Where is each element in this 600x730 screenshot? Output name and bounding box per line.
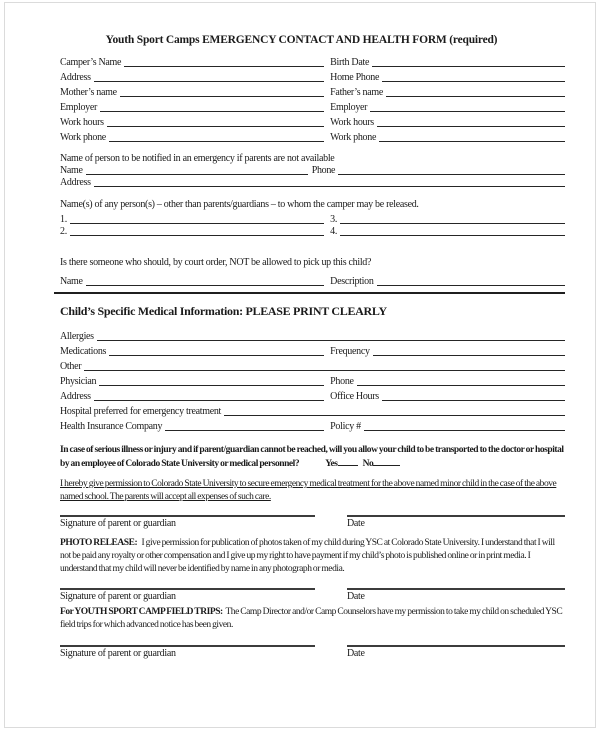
medical-row (60, 357, 565, 372)
father-work-hours-label: Work hours (330, 117, 374, 128)
release-person-4-line[interactable] (340, 235, 565, 236)
release-person-4-label: 4. (330, 226, 338, 237)
home-phone-label: Home Phone (330, 72, 380, 83)
release-person-2-line[interactable] (70, 235, 324, 236)
signature-block-medical (60, 515, 565, 529)
release-person-2-label: 2. (60, 226, 67, 237)
mother-employer-label: Employer (60, 102, 98, 113)
medical-section (60, 327, 565, 432)
medications-line[interactable] (109, 355, 324, 356)
court-order-question: Is there someone who should, by court order, NOT be allowed to pick up this child? (60, 257, 372, 268)
hospital-line[interactable] (224, 415, 565, 416)
court-order-name-label: Name (60, 276, 83, 287)
medical-row (60, 342, 565, 357)
mothers-name-label: Mother’s name (60, 87, 117, 98)
signature-label: Signature of parent or guardian (60, 591, 176, 602)
frequency-label: Frequency (330, 346, 370, 357)
medical-row (60, 402, 565, 417)
father-employer-label: Employer (330, 102, 368, 113)
hospital-label: Hospital preferred for emergency treatment (60, 406, 222, 417)
camper-info-row (60, 98, 565, 113)
court-order-description-line[interactable] (377, 285, 565, 286)
mother-work-hours-line[interactable] (107, 126, 324, 127)
office-hours-label: Office Hours (330, 391, 379, 402)
no-label: No (362, 459, 374, 469)
date-label: Date (347, 591, 365, 602)
address-label: Address (60, 72, 91, 83)
form-title: Youth Sport Camps EMERGENCY CONTACT AND HEALTH FORM (required) (105, 34, 498, 46)
camper-info-section (60, 53, 565, 143)
emergency-phone-label: Phone (311, 165, 336, 176)
field-trips-paragraph (60, 606, 565, 632)
emergency-contact-section (60, 153, 565, 188)
release-persons-heading: Name(s) of any person(s) – other than parents/guardians – to whom the camper may be released. (60, 199, 419, 210)
date-label: Date (347, 648, 365, 659)
date-label: Date (347, 518, 365, 529)
physician-address-label: Address (60, 391, 91, 402)
emergency-address-row (60, 176, 565, 188)
medical-row (60, 387, 565, 402)
physician-phone-label: Phone (330, 376, 354, 387)
mother-work-phone-line[interactable] (109, 141, 324, 142)
fathers-name-label: Father’s name (330, 87, 384, 98)
medical-row (60, 372, 565, 387)
physician-address-line[interactable] (94, 400, 324, 401)
allergies-line[interactable] (97, 340, 565, 341)
photo-release-paragraph (60, 537, 565, 576)
section-divider (54, 292, 565, 294)
office-hours-line[interactable] (382, 400, 565, 401)
mother-work-phone-label: Work phone (60, 132, 106, 143)
father-work-phone-label: Work phone (330, 132, 377, 143)
release-persons-section (60, 199, 565, 237)
frequency-line[interactable] (373, 355, 565, 356)
emergency-phone-line[interactable] (338, 174, 565, 175)
field-trips-text: The Camp Director and/or Camp Counselors have my permission to take my child on scheduled YSC field trips for which advanced notice has been given. (60, 607, 563, 630)
document-page (60, 0, 565, 659)
camper-info-row (60, 113, 565, 128)
campers-name-line[interactable] (124, 66, 324, 67)
yes-blank-line[interactable] (338, 457, 358, 466)
father-employer-line[interactable] (370, 111, 565, 112)
transport-consent-paragraph (60, 444, 565, 471)
release-person-3-label: 3. (330, 214, 338, 225)
other-label: Other (60, 361, 82, 372)
father-work-phone-line[interactable] (379, 141, 565, 142)
physician-label: Physician (60, 376, 97, 387)
camper-info-row (60, 53, 565, 68)
release-person-1-line[interactable] (70, 223, 324, 224)
emergency-address-label: Address (60, 177, 91, 188)
court-order-row (60, 275, 565, 287)
emergency-name-label: Name (60, 165, 83, 176)
medical-row (60, 327, 565, 342)
insurance-label: Health Insurance Company (60, 421, 163, 432)
medical-section-heading: Child’s Specific Medical Information: PLEASE PRINT CLEARLY (60, 304, 387, 318)
policy-number-line[interactable] (364, 430, 565, 431)
mothers-name-line[interactable] (120, 96, 324, 97)
emergency-address-line[interactable] (94, 186, 565, 187)
release-person-3-line[interactable] (340, 223, 565, 224)
signature-block-field-trips (60, 645, 565, 659)
court-order-description-label: Description (330, 276, 374, 287)
medications-label: Medications (60, 346, 107, 357)
signature-label: Signature of parent or guardian (60, 518, 176, 529)
release-person-row (60, 213, 565, 225)
field-trips-label: For YOUTH SPORT CAMP FIELD TRIPS: (60, 607, 223, 617)
yes-label: Yes (325, 459, 338, 469)
emergency-name-line[interactable] (86, 174, 308, 175)
transport-consent-text: In case of serious illness or injury and if parent/guardian cannot be reached, will you allow your child to be transported to the doctor or hospital by an employee of Colorado State University or medical personnel? (60, 445, 564, 469)
photo-release-label: PHOTO RELEASE: (60, 538, 138, 548)
signature-label: Signature of parent or guardian (60, 648, 176, 659)
address-line[interactable] (94, 81, 324, 82)
emergency-name-row (60, 164, 565, 176)
policy-number-label: Policy # (330, 421, 361, 432)
birth-date-line[interactable] (372, 66, 565, 67)
camper-info-row (60, 68, 565, 83)
campers-name-label: Camper’s Name (60, 57, 122, 68)
home-phone-line[interactable] (382, 81, 565, 82)
medical-permission-paragraph: I hereby give permission to Colorado State University to secure emergency medical treatment for the above named minor child in the case of the above named school. The parents will accept all expenses of such care. (60, 479, 557, 502)
court-order-section (60, 257, 565, 287)
photo-release-text: I give permission for publication of photos taken of my child during YSC at Colorado State University. I understand that I will not be paid any royalty or other compensation and I give up my right to have payment if my child’s photo is published online or in print media. I understand that my child will never be identified by name in any photograph or media. (60, 538, 555, 574)
medical-row (60, 417, 565, 432)
physician-line[interactable] (99, 385, 324, 386)
camper-info-row (60, 83, 565, 98)
mother-work-hours-label: Work hours (60, 117, 104, 128)
fathers-name-line[interactable] (386, 96, 565, 97)
camper-info-row (60, 128, 565, 143)
father-work-hours-line[interactable] (377, 126, 565, 127)
release-person-row (60, 225, 565, 237)
release-person-1-label: 1. (60, 214, 67, 225)
no-blank-line[interactable] (373, 457, 400, 466)
insurance-line[interactable] (165, 430, 324, 431)
physician-phone-line[interactable] (357, 385, 565, 386)
other-line[interactable] (84, 370, 565, 371)
emergency-contact-heading: Name of person to be notified in an emergency if parents are not available (60, 153, 335, 164)
court-order-name-line[interactable] (86, 285, 324, 286)
allergies-label: Allergies (60, 331, 94, 342)
birth-date-label: Birth Date (330, 57, 370, 68)
mother-employer-line[interactable] (100, 111, 324, 112)
signature-block-photo (60, 588, 565, 602)
